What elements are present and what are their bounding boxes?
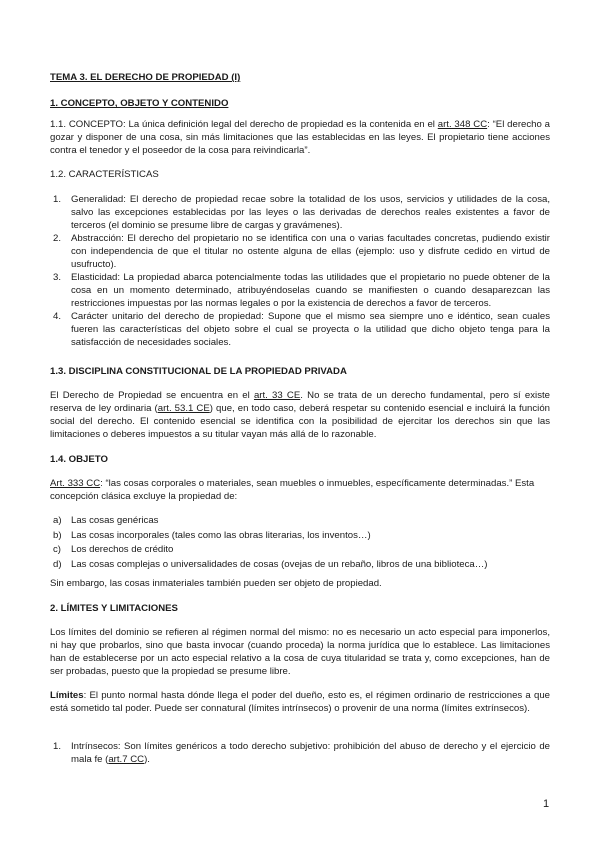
list-item [50,271,550,310]
concepto-quote: : “El derecho a gozar y disponer de una cosa, sin más limitaciones que las establecidas en las leyes. El propietario tiene acciones contra el tenedor y el poseedor de la cosa para reivindicarla”. [50,119,550,156]
list-item-text: Los derechos de crédito [71,544,174,555]
art-333-cc-link[interactable]: Art. 333 CC [50,478,101,489]
list-item [50,514,550,527]
section-2-heading: 2. LÍMITES Y LIMITACIONES [50,603,178,614]
art-53-1-ce-link[interactable]: art. 53.1 CE [157,403,210,414]
list-item [50,310,550,349]
list-item-text: Carácter unitario del derecho de propiedad: Supone que el mismo sea siempre uno e idéntico, sean cuales fueren las características del objeto sobre el cual se proyecta o la utilidad que dicho objeto tenga para la satisfacción de necesidades sociales. [71,311,550,348]
limites-intro-paragraph: Los límites del dominio se refieren al régimen normal del mismo: no es necesario un acto especial para imponerlos, ni hay que probarlos, sino que basta invocar (cuando proceda) la norma jurídica que lo establece. Las limitaciones han de establecerse por un acto especial relativo a la cosa de cuya titularidad se trata y, como excepciones, han de ser probadas, puesto que la propiedad se presume libre. [50,627,550,677]
concepto-text: 1.1. CONCEPTO: La única definición legal del derecho de propiedad es la contenida en el [50,119,438,130]
list-item-text: Elasticidad: La propiedad abarca potencialmente todas las utilidades que el propietario no puede obtener de la cosa en un momento determinado, atribuyéndoselas cuando se manifiesten o cuando desaparezcan las restricciones impuestas por las normas legales o por la existencia de derechos a favor de terceros. [71,272,550,309]
document-title: TEMA 3. EL DERECHO DE PROPIEDAD (I) [50,72,241,83]
art-7-cc-link[interactable]: art.7 CC [108,754,145,765]
list-item-text: Generalidad: El derecho de propiedad recae sobre la totalidad de los usos, servicios y utilidades de la cosa, salvo las excepciones establecidas por las leyes o las derivadas de derechos reales existentes a favor de terceros (el dominio se presume libre de cargas y gravámenes). [71,194,550,231]
limites-label: Límites [50,690,84,701]
subsection-1-3-heading: 1.3. DISCIPLINA CONSTITUCIONAL DE LA PROPIEDAD PRIVADA [50,366,347,377]
list-item [50,529,550,542]
concepto-paragraph [50,118,550,157]
list-item [50,232,550,271]
list-letter: b) [53,529,62,541]
art-33-ce-link[interactable]: art. 33 CE [253,390,301,401]
list-letter: c) [53,544,61,555]
objetos-list [50,514,550,571]
list-item-text: Abstracción: El derecho del propietario no se identifica con una o varias facultades concretas, pudiendo existir con independencia de que el titular no ostente alguna de ellas (ejemplo: uso y disfrute cedido en virtud de usufructo). [71,233,550,270]
list-number: 2. [53,233,62,244]
list-number: 1. [53,194,62,205]
list-item-text: Las cosas complejas o universalidades de cosas (ovejas de un rebaño, libros de una biblioteca…) [71,558,488,570]
const-text-a: El Derecho de Propiedad se encuentra en el [50,390,254,401]
objeto-text: : “las cosas corporales o materiales, sean muebles o inmuebles, específicamente determinadas.” Esta concepción clásica excluye la propiedad de: [50,478,535,502]
list-number: 3. [53,272,62,283]
list-number: 1. [53,741,62,752]
page-number: 1 [543,798,550,810]
limites-text: : El punto normal hasta dónde llega el poder del dueño, esto es, el régimen ordinario de restricciones a que está sometido tal poder. Puede ser connatural (límites intrínsecos) o provenir de una norma (límites extrínsecos). [50,690,550,714]
list-letter: a) [53,515,62,526]
caracteristicas-list [50,193,550,349]
list-number: 4. [53,311,62,322]
art-348-cc-link[interactable]: art. 348 CC [437,119,488,130]
list-item [50,740,550,766]
intrinsecos-text: Intrínsecos: Son límites genéricos a todo derecho subjetivo: prohibición del abuso de derecho y el ejercicio de mala fe ( [71,741,550,765]
section-1-heading: 1. CONCEPTO, OBJETO Y CONTENIDO [50,98,229,109]
inmateriales-paragraph: Sin embargo, las cosas inmateriales también pueden ser objeto de propiedad. [50,578,382,589]
const-text-b: . No se trata de un derecho fundamental, pero sí existe reserva de ley ordinaria ( [50,390,550,414]
intrinsecos-post: ). [144,754,150,765]
objeto-paragraph [50,477,550,503]
list-item [50,543,550,556]
limites-definition-paragraph [50,689,550,715]
list-item-text: Las cosas incorporales (tales como las obras literarias, los inventos…) [71,529,371,541]
list-item-text: Las cosas genéricas [71,515,159,526]
list-letter: d) [53,558,62,570]
subsection-1-4-heading: 1.4. OBJETO [50,454,108,465]
constitucional-paragraph [50,389,550,441]
const-text-c: ) que, en todo caso, deberá respetar su contenido esencial e incluirá la función social del derecho. El contenido esencial se identifica con la posibilidad de ejercitar los derechos sin que las limitaciones o deberes impuestos a su titular vayan más allá de lo razonable. [50,403,550,440]
list-item [50,558,550,571]
limites-list [50,740,550,766]
list-item [50,193,550,232]
subsection-1-2-heading: 1.2. CARACTERÍSTICAS [50,169,159,180]
